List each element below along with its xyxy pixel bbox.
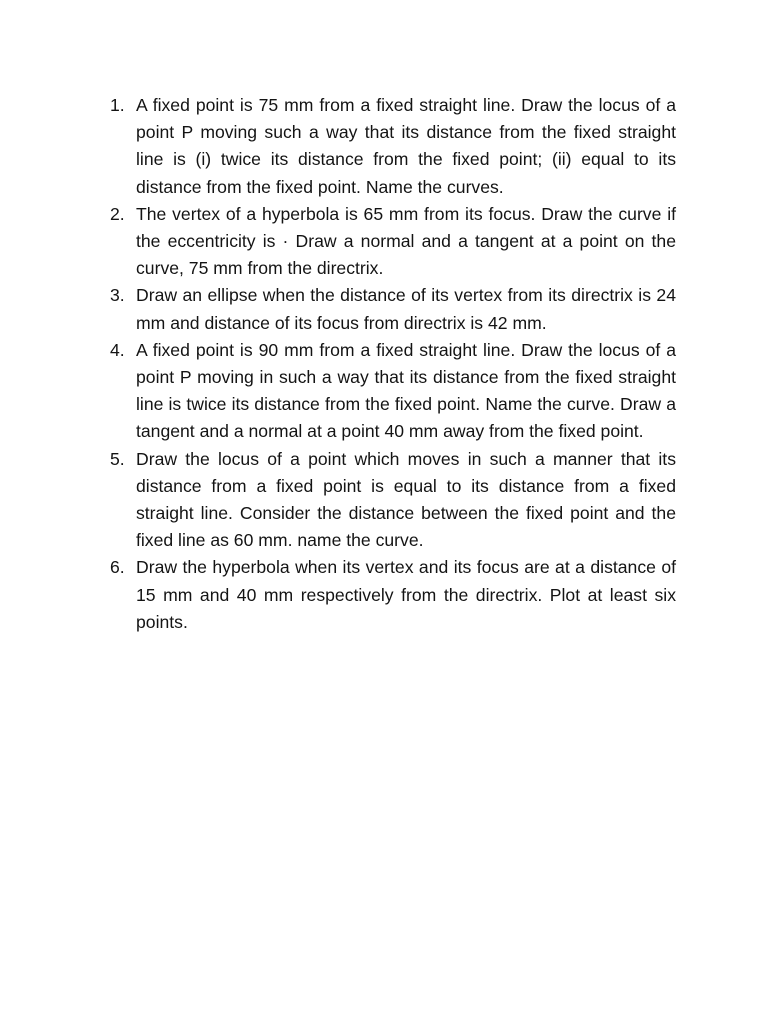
question-text: The vertex of a hyperbola is 65 mm from its focus. Draw the curve if the eccentricity is · Draw a normal and a tangent at a point on the curve, 75 mm from the directrix. [136,203,676,279]
question-number: 4. [110,339,125,360]
question-list [110,92,676,636]
question-item-3 [110,282,676,336]
question-text: Draw the locus of a point which moves in such a manner that its distance from a fixed point is equal to its distance from a fixed straight line. Consider the distance between the fixed point and the fixed line as 60 mm. name the curve. [136,448,676,551]
question-number: 5. [110,448,125,469]
question-item-5 [110,446,676,555]
question-number: 1. [110,95,125,115]
question-text: Draw the hyperbola when its vertex and its focus are at a distance of 15 mm and 40 mm respectively from the directrix. Plot at least six points. [136,557,676,632]
question-item-6 [110,554,676,636]
question-text: A fixed point is 90 mm from a fixed straight line. Draw the locus of a point P moving in such a way that its distance from the fixed straight line is twice its distance from the fixed point. Name the curve. Draw a tangent and a normal at a point 40 mm away from the fixed point. [136,339,676,442]
question-number: 2. [110,203,125,224]
question-text: A fixed point is 75 mm from a fixed straight line. Draw the locus of a point P moving such a way that its distance from the fixed straight line is (i) twice its distance from the fixed point; (ii) equal to its distance from the fixed point. Name the curves. [136,95,676,197]
question-item-1 [110,92,676,201]
question-item-4 [110,337,676,446]
question-number: 6. [110,557,125,578]
question-item-2 [110,201,676,283]
question-text: Draw an ellipse when the distance of its vertex from its directrix is 24 mm and distance of its focus from directrix is 42 mm. [136,285,676,333]
question-number: 3. [110,285,125,306]
